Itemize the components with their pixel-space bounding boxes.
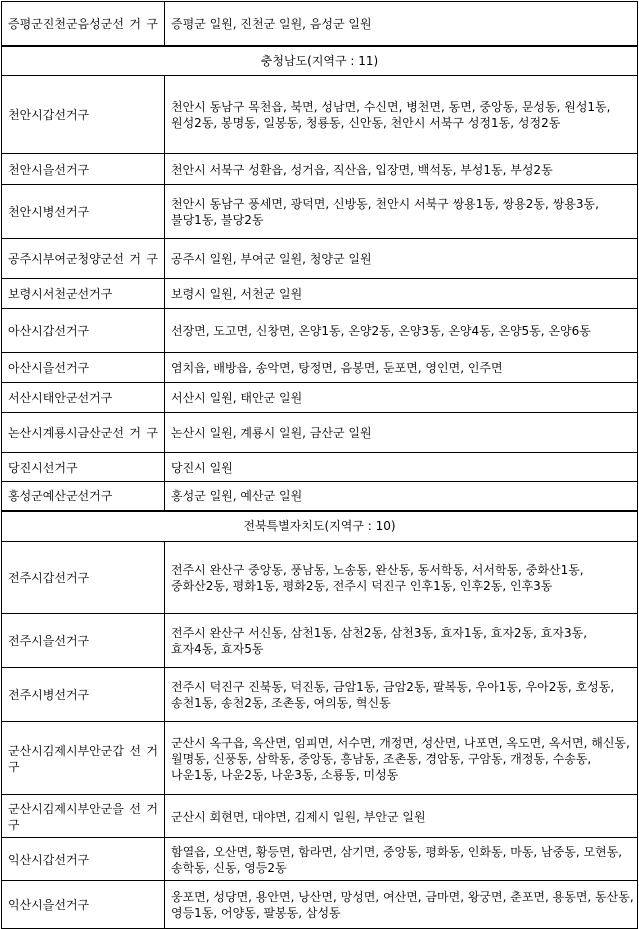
district-name: 서산시태안군선거구 <box>2 383 165 413</box>
district-name: 천안시병선거구 <box>2 185 165 239</box>
section-header-row <box>2 511 638 542</box>
table-row <box>2 413 638 453</box>
table-row <box>2 353 638 383</box>
district-area: 증평군 일원, 진천군 일원, 음성군 일원 <box>165 2 638 46</box>
district-area: 군산시 옥구읍, 옥산면, 임피면, 서수면, 개정면, 성산면, 나포면, 옥도면, 옥서면, 해신동, 월명동, 신풍동, 삼학동, 중앙동, 흥남동, 조촌동, 경암동, 구암동, 개정동, 수송동, 나운1동, 나운2동, 나운3동, 소룡동, 미성동 <box>165 722 638 795</box>
district-area: 천안시 서북구 성환읍, 성거읍, 직산읍, 입장면, 백석동, 부성1동, 부성2동 <box>165 154 638 185</box>
table-row <box>2 383 638 413</box>
table-row <box>2 542 638 614</box>
table-row <box>2 482 638 511</box>
district-name: 전주시병선거구 <box>2 668 165 722</box>
district-area: 논산시 일원, 계룡시 일원, 금산군 일원 <box>165 413 638 453</box>
district-area: 선장면, 도고면, 신창면, 온양1동, 온양2동, 온양3동, 온양4동, 온양5동, 온양6동 <box>165 309 638 353</box>
district-area: 전주시 완산구 서신동, 삼천1동, 삼천2동, 삼천3동, 효자1동, 효자2동, 효자3동, 효자4동, 효자5동 <box>165 614 638 668</box>
district-area: 함열읍, 오산면, 황등면, 함라면, 삼기면, 중앙동, 평화동, 인화동, 마동, 남중동, 모현동, 송학동, 신동, 영등2동 <box>165 838 638 881</box>
table-row <box>2 185 638 239</box>
district-name: 전주시갑선거구 <box>2 542 165 614</box>
district-table <box>1 1 638 929</box>
table-row <box>2 795 638 838</box>
district-name: 천안시을선거구 <box>2 154 165 185</box>
table-row <box>2 838 638 881</box>
district-name: 전주시을선거구 <box>2 614 165 668</box>
district-area: 홍성군 일원, 예산군 일원 <box>165 482 638 511</box>
district-name: 홍성군예산군선거구 <box>2 482 165 511</box>
district-area: 전주시 완산구 중앙동, 풍남동, 노송동, 완산동, 동서학동, 서서학동, 중화산1동, 중화산2동, 평화1동, 평화2동, 전주시 덕진구 인후1동, 인후2동, 인후3동 <box>165 542 638 614</box>
district-area: 보령시 일원, 서천군 일원 <box>165 279 638 309</box>
district-area: 서산시 일원, 태안군 일원 <box>165 383 638 413</box>
section-header-row <box>2 46 638 76</box>
table-row <box>2 722 638 795</box>
district-area: 천안시 동남구 풍세면, 광덕면, 신방동, 천안시 서북구 쌍용1동, 쌍용2동, 쌍용3동, 불당1동, 불당2동 <box>165 185 638 239</box>
table-row <box>2 881 638 929</box>
district-name: 익산시을선거구 <box>2 881 165 929</box>
section-title: 전북특별자치도(지역구 : 10) <box>2 511 638 542</box>
table-row <box>2 614 638 668</box>
table-row <box>2 2 638 46</box>
district-name: 군산시김제시부안군갑 선 거 구 <box>2 722 165 795</box>
district-area: 전주시 덕진구 진북동, 덕진동, 금암1동, 금암2동, 팔복동, 우아1동, 우아2동, 호성동, 송천1동, 송천2동, 조촌동, 여의동, 혁신동 <box>165 668 638 722</box>
district-name: 증평군진천군음성군선 거 구 <box>2 2 165 46</box>
district-name: 당진시선거구 <box>2 453 165 482</box>
table-row <box>2 76 638 154</box>
district-name: 천안시갑선거구 <box>2 76 165 154</box>
district-area: 군산시 회현면, 대야면, 김제시 일원, 부안군 일원 <box>165 795 638 838</box>
district-name: 논산시계룡시금산군선 거 구 <box>2 413 165 453</box>
district-name: 아산시갑선거구 <box>2 309 165 353</box>
district-name: 익산시갑선거구 <box>2 838 165 881</box>
table-row <box>2 453 638 482</box>
district-area: 당진시 일원 <box>165 453 638 482</box>
table-row <box>2 154 638 185</box>
district-name: 보령시서천군선거구 <box>2 279 165 309</box>
district-area: 웅포면, 성당면, 용안면, 낭산면, 망성면, 여산면, 금마면, 왕궁면, 춘포면, 용동면, 동산동, 영등1동, 어양동, 팔봉동, 삼성동 <box>165 881 638 929</box>
table-row <box>2 668 638 722</box>
district-name: 아산시을선거구 <box>2 353 165 383</box>
district-area: 천안시 동남구 목천읍, 북면, 성남면, 수신면, 병천면, 동면, 중앙동, 문성동, 원성1동, 원성2동, 봉명동, 일봉동, 청룡동, 신안동, 천안시 서북구 성정1동, 성정2동 <box>165 76 638 154</box>
table-row <box>2 309 638 353</box>
table-row <box>2 239 638 279</box>
district-area: 염치읍, 배방읍, 송악면, 탕정면, 음봉면, 둔포면, 영인면, 인주면 <box>165 353 638 383</box>
district-area: 공주시 일원, 부여군 일원, 청양군 일원 <box>165 239 638 279</box>
district-name: 공주시부여군청양군선 거 구 <box>2 239 165 279</box>
table-row <box>2 279 638 309</box>
section-title: 충청남도(지역구 : 11) <box>2 46 638 76</box>
district-name: 군산시김제시부안군을 선 거 구 <box>2 795 165 838</box>
